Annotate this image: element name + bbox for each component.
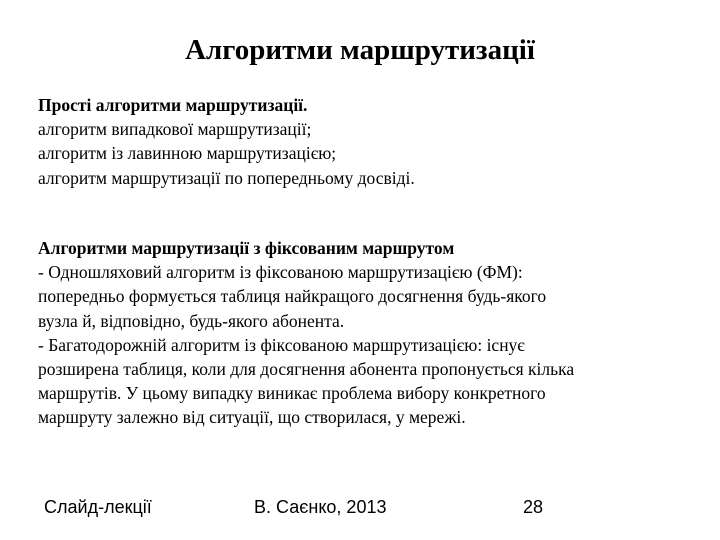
list-item: алгоритм випадкової маршрутизації; <box>38 119 312 140</box>
footer-author: В. Саєнко, 2013 <box>254 497 387 517</box>
list-item: алгоритм маршрутизації по попередньому досвіді. <box>38 167 415 188</box>
slide-title: Алгоритми маршрутизації <box>185 34 535 66</box>
paragraph-line: маршруту залежно від ситуації, що створилася, у мережі. <box>38 407 466 428</box>
list-item: алгоритм із лавинною маршрутизацією; <box>38 143 337 164</box>
paragraph-line: розширена таблиця, коли для досягнення абонента пропонується кілька <box>38 359 575 380</box>
section-heading: Алгоритми маршрутизації з фіксованим маршрутом <box>38 238 455 258</box>
footer-lecture-label: Слайд-лекції <box>44 497 152 517</box>
section-simple-algorithms <box>38 93 688 190</box>
paragraph-line: попередньо формується таблиця найкращого досягнення будь-якого <box>38 286 547 307</box>
section-heading: Прості алгоритми маршрутизації. <box>38 95 308 115</box>
paragraph-line: вузла й, відповідно, будь-якого абонента. <box>38 310 345 331</box>
page-number: 28 <box>523 497 544 517</box>
section-fixed-route-algorithms <box>38 236 688 430</box>
paragraph-line: - Багатодорожній алгоритм із фіксованою маршрутизацією: існує <box>38 334 525 355</box>
paragraph-line: маршрутів. У цьому випадку виникає проблема вибору конкретного <box>38 383 546 404</box>
paragraph-line: - Одношляховий алгоритм із фіксованою маршрутизацією (ФМ): <box>38 262 523 283</box>
